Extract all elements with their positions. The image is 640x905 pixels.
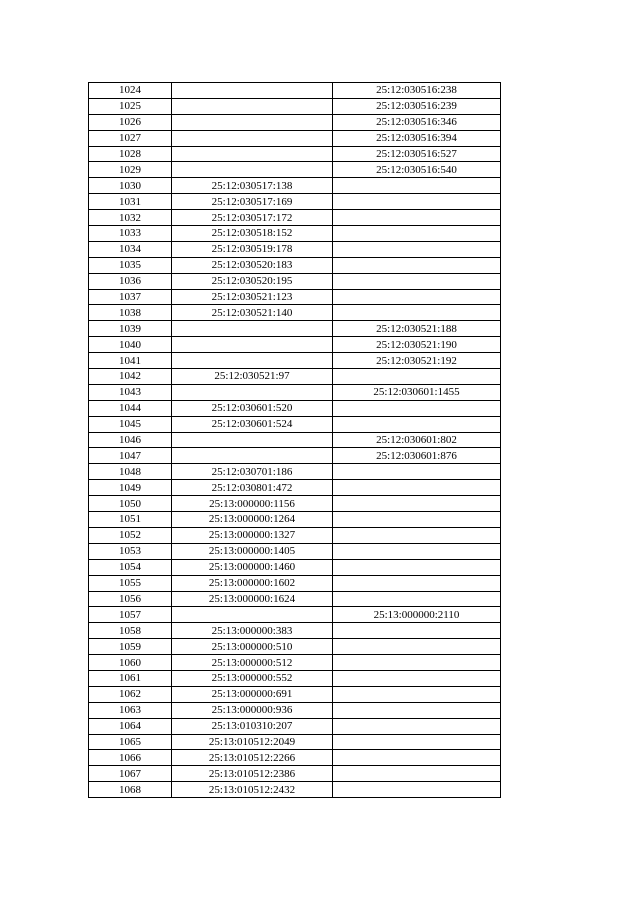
row-number-cell: 1056 bbox=[89, 591, 172, 607]
cadastral-number-cell-a: 25:13:000000:552 bbox=[172, 670, 333, 686]
cadastral-number-cell-a: 25:13:000000:510 bbox=[172, 639, 333, 655]
row-number-cell: 1057 bbox=[89, 607, 172, 623]
cadastral-number-cell-a bbox=[172, 162, 333, 178]
row-number-cell: 1062 bbox=[89, 686, 172, 702]
cadastral-number-cell-a: 25:12:030701:186 bbox=[172, 464, 333, 480]
row-number-cell: 1031 bbox=[89, 194, 172, 210]
cadastral-number-cell-a bbox=[172, 384, 333, 400]
table-row bbox=[89, 210, 501, 226]
cadastral-number-cell-b bbox=[333, 702, 501, 718]
cadastral-number-cell-b bbox=[333, 194, 501, 210]
row-number-cell: 1042 bbox=[89, 369, 172, 385]
row-number-cell: 1064 bbox=[89, 718, 172, 734]
cadastral-number-cell-a bbox=[172, 114, 333, 130]
table-row bbox=[89, 623, 501, 639]
cadastral-number-cell-b bbox=[333, 766, 501, 782]
row-number-cell: 1033 bbox=[89, 226, 172, 242]
table-row bbox=[89, 162, 501, 178]
row-number-cell: 1061 bbox=[89, 670, 172, 686]
cadastral-number-cell-b: 25:12:030601:802 bbox=[333, 432, 501, 448]
cadastral-number-cell-a: 25:12:030517:172 bbox=[172, 210, 333, 226]
table-row bbox=[89, 257, 501, 273]
cadastral-number-cell-a: 25:13:000000:1327 bbox=[172, 527, 333, 543]
table-row bbox=[89, 782, 501, 798]
row-number-cell: 1041 bbox=[89, 353, 172, 369]
cadastral-number-cell-a: 25:12:030521:140 bbox=[172, 305, 333, 321]
cadastral-number-cell-a: 25:13:010310:207 bbox=[172, 718, 333, 734]
cadastral-number-cell-b bbox=[333, 464, 501, 480]
cadastral-number-cell-b: 25:12:030516:394 bbox=[333, 130, 501, 146]
row-number-cell: 1048 bbox=[89, 464, 172, 480]
cadastral-number-cell-b bbox=[333, 257, 501, 273]
cadastral-number-cell-b bbox=[333, 623, 501, 639]
cadastral-number-cell-a bbox=[172, 448, 333, 464]
table-row bbox=[89, 734, 501, 750]
cadastral-number-cell-b bbox=[333, 416, 501, 432]
table-row bbox=[89, 273, 501, 289]
cadastral-number-cell-b bbox=[333, 178, 501, 194]
table-row bbox=[89, 194, 501, 210]
table-row bbox=[89, 130, 501, 146]
row-number-cell: 1026 bbox=[89, 114, 172, 130]
cadastral-number-cell-b: 25:13:000000:2110 bbox=[333, 607, 501, 623]
cadastral-number-cell-b bbox=[333, 226, 501, 242]
table-row bbox=[89, 639, 501, 655]
cadastral-number-cell-b bbox=[333, 718, 501, 734]
cadastral-number-cell-a: 25:13:000000:1602 bbox=[172, 575, 333, 591]
table-row bbox=[89, 146, 501, 162]
row-number-cell: 1040 bbox=[89, 337, 172, 353]
table-row bbox=[89, 305, 501, 321]
cadastral-number-cell-a bbox=[172, 432, 333, 448]
table-row bbox=[89, 337, 501, 353]
cadastral-number-cell-b: 25:12:030516:540 bbox=[333, 162, 501, 178]
cadastral-number-cell-a: 25:12:030519:178 bbox=[172, 241, 333, 257]
row-number-cell: 1058 bbox=[89, 623, 172, 639]
cadastral-number-cell-a: 25:12:030601:520 bbox=[172, 400, 333, 416]
table-row bbox=[89, 241, 501, 257]
table-row bbox=[89, 432, 501, 448]
row-number-cell: 1055 bbox=[89, 575, 172, 591]
row-number-cell: 1053 bbox=[89, 543, 172, 559]
cadastral-number-cell-a: 25:12:030521:97 bbox=[172, 369, 333, 385]
cadastral-number-cell-a: 25:13:010512:2266 bbox=[172, 750, 333, 766]
cadastral-number-cell-a bbox=[172, 130, 333, 146]
table-row bbox=[89, 353, 501, 369]
cadastral-number-cell-a: 25:13:000000:512 bbox=[172, 655, 333, 671]
table-row bbox=[89, 496, 501, 512]
row-number-cell: 1054 bbox=[89, 559, 172, 575]
cadastral-number-cell-b bbox=[333, 480, 501, 496]
row-number-cell: 1051 bbox=[89, 512, 172, 528]
cadastral-number-cell-b bbox=[333, 782, 501, 798]
table-row bbox=[89, 480, 501, 496]
cadastral-number-cell-a bbox=[172, 321, 333, 337]
cadastral-number-cell-b bbox=[333, 655, 501, 671]
row-number-cell: 1065 bbox=[89, 734, 172, 750]
row-number-cell: 1068 bbox=[89, 782, 172, 798]
cadastral-number-cell-a: 25:12:030521:123 bbox=[172, 289, 333, 305]
table-body bbox=[89, 83, 501, 798]
cadastral-number-table bbox=[88, 82, 501, 798]
table-row bbox=[89, 575, 501, 591]
row-number-cell: 1028 bbox=[89, 146, 172, 162]
cadastral-number-cell-b bbox=[333, 305, 501, 321]
table-row bbox=[89, 655, 501, 671]
cadastral-number-cell-b bbox=[333, 734, 501, 750]
table-row bbox=[89, 448, 501, 464]
cadastral-number-cell-b bbox=[333, 512, 501, 528]
cadastral-number-cell-b bbox=[333, 369, 501, 385]
cadastral-number-cell-b: 25:12:030516:527 bbox=[333, 146, 501, 162]
cadastral-number-cell-a: 25:12:030801:472 bbox=[172, 480, 333, 496]
cadastral-number-cell-a: 25:12:030601:524 bbox=[172, 416, 333, 432]
cadastral-number-cell-b: 25:12:030516:239 bbox=[333, 98, 501, 114]
table-row bbox=[89, 114, 501, 130]
cadastral-number-cell-a: 25:13:000000:936 bbox=[172, 702, 333, 718]
cadastral-number-cell-b bbox=[333, 289, 501, 305]
cadastral-number-cell-b bbox=[333, 496, 501, 512]
table-row bbox=[89, 559, 501, 575]
table-row bbox=[89, 591, 501, 607]
row-number-cell: 1035 bbox=[89, 257, 172, 273]
table-row bbox=[89, 400, 501, 416]
row-number-cell: 1049 bbox=[89, 480, 172, 496]
row-number-cell: 1044 bbox=[89, 400, 172, 416]
row-number-cell: 1046 bbox=[89, 432, 172, 448]
cadastral-number-cell-b bbox=[333, 591, 501, 607]
cadastral-number-cell-a: 25:12:030518:152 bbox=[172, 226, 333, 242]
cadastral-number-cell-b bbox=[333, 210, 501, 226]
cadastral-number-cell-b: 25:12:030601:1455 bbox=[333, 384, 501, 400]
cadastral-number-cell-b bbox=[333, 559, 501, 575]
table-row bbox=[89, 750, 501, 766]
table-row bbox=[89, 543, 501, 559]
row-number-cell: 1066 bbox=[89, 750, 172, 766]
cadastral-number-cell-a bbox=[172, 607, 333, 623]
cadastral-number-cell-a: 25:13:000000:691 bbox=[172, 686, 333, 702]
table-row bbox=[89, 766, 501, 782]
row-number-cell: 1063 bbox=[89, 702, 172, 718]
cadastral-number-cell-a: 25:12:030520:195 bbox=[172, 273, 333, 289]
cadastral-number-cell-b bbox=[333, 750, 501, 766]
cadastral-number-cell-b bbox=[333, 686, 501, 702]
table-row bbox=[89, 321, 501, 337]
table-row bbox=[89, 464, 501, 480]
row-number-cell: 1052 bbox=[89, 527, 172, 543]
cadastral-number-cell-a bbox=[172, 83, 333, 99]
cadastral-number-cell-a: 25:13:010512:2049 bbox=[172, 734, 333, 750]
cadastral-number-cell-b bbox=[333, 241, 501, 257]
row-number-cell: 1043 bbox=[89, 384, 172, 400]
cadastral-number-cell-a: 25:13:000000:1624 bbox=[172, 591, 333, 607]
table-row bbox=[89, 289, 501, 305]
cadastral-number-cell-a: 25:13:000000:1460 bbox=[172, 559, 333, 575]
cadastral-number-cell-b bbox=[333, 575, 501, 591]
row-number-cell: 1025 bbox=[89, 98, 172, 114]
cadastral-number-cell-b: 25:12:030521:188 bbox=[333, 321, 501, 337]
cadastral-number-cell-b: 25:12:030516:238 bbox=[333, 83, 501, 99]
table-row bbox=[89, 416, 501, 432]
table-row bbox=[89, 369, 501, 385]
row-number-cell: 1024 bbox=[89, 83, 172, 99]
cadastral-number-cell-a bbox=[172, 353, 333, 369]
row-number-cell: 1045 bbox=[89, 416, 172, 432]
cadastral-number-cell-a bbox=[172, 98, 333, 114]
row-number-cell: 1039 bbox=[89, 321, 172, 337]
table-row bbox=[89, 512, 501, 528]
table-row bbox=[89, 98, 501, 114]
row-number-cell: 1037 bbox=[89, 289, 172, 305]
row-number-cell: 1050 bbox=[89, 496, 172, 512]
cadastral-number-cell-b bbox=[333, 527, 501, 543]
cadastral-number-cell-a: 25:12:030517:138 bbox=[172, 178, 333, 194]
row-number-cell: 1027 bbox=[89, 130, 172, 146]
cadastral-number-cell-b bbox=[333, 273, 501, 289]
cadastral-number-cell-b bbox=[333, 400, 501, 416]
table-row bbox=[89, 670, 501, 686]
row-number-cell: 1032 bbox=[89, 210, 172, 226]
cadastral-number-cell-b: 25:12:030521:190 bbox=[333, 337, 501, 353]
cadastral-number-cell-a: 25:13:000000:1156 bbox=[172, 496, 333, 512]
cadastral-number-cell-a: 25:13:010512:2386 bbox=[172, 766, 333, 782]
cadastral-number-cell-b: 25:12:030601:876 bbox=[333, 448, 501, 464]
row-number-cell: 1067 bbox=[89, 766, 172, 782]
cadastral-number-cell-b: 25:12:030516:346 bbox=[333, 114, 501, 130]
cadastral-number-cell-a: 25:13:010512:2432 bbox=[172, 782, 333, 798]
table-row bbox=[89, 178, 501, 194]
cadastral-number-cell-a: 25:12:030520:183 bbox=[172, 257, 333, 273]
row-number-cell: 1029 bbox=[89, 162, 172, 178]
table-row bbox=[89, 686, 501, 702]
table-row bbox=[89, 718, 501, 734]
cadastral-number-cell-b bbox=[333, 670, 501, 686]
cadastral-number-cell-a: 25:13:000000:1405 bbox=[172, 543, 333, 559]
table-row bbox=[89, 702, 501, 718]
row-number-cell: 1038 bbox=[89, 305, 172, 321]
row-number-cell: 1047 bbox=[89, 448, 172, 464]
table-row bbox=[89, 607, 501, 623]
row-number-cell: 1030 bbox=[89, 178, 172, 194]
cadastral-number-cell-a: 25:12:030517:169 bbox=[172, 194, 333, 210]
row-number-cell: 1060 bbox=[89, 655, 172, 671]
cadastral-number-cell-b: 25:12:030521:192 bbox=[333, 353, 501, 369]
row-number-cell: 1059 bbox=[89, 639, 172, 655]
cadastral-number-cell-b bbox=[333, 543, 501, 559]
table-row bbox=[89, 384, 501, 400]
table-row bbox=[89, 83, 501, 99]
cadastral-number-cell-a bbox=[172, 146, 333, 162]
cadastral-number-cell-a bbox=[172, 337, 333, 353]
cadastral-number-cell-b bbox=[333, 639, 501, 655]
row-number-cell: 1036 bbox=[89, 273, 172, 289]
table-row bbox=[89, 527, 501, 543]
cadastral-number-cell-a: 25:13:000000:383 bbox=[172, 623, 333, 639]
table-row bbox=[89, 226, 501, 242]
cadastral-number-cell-a: 25:13:000000:1264 bbox=[172, 512, 333, 528]
row-number-cell: 1034 bbox=[89, 241, 172, 257]
